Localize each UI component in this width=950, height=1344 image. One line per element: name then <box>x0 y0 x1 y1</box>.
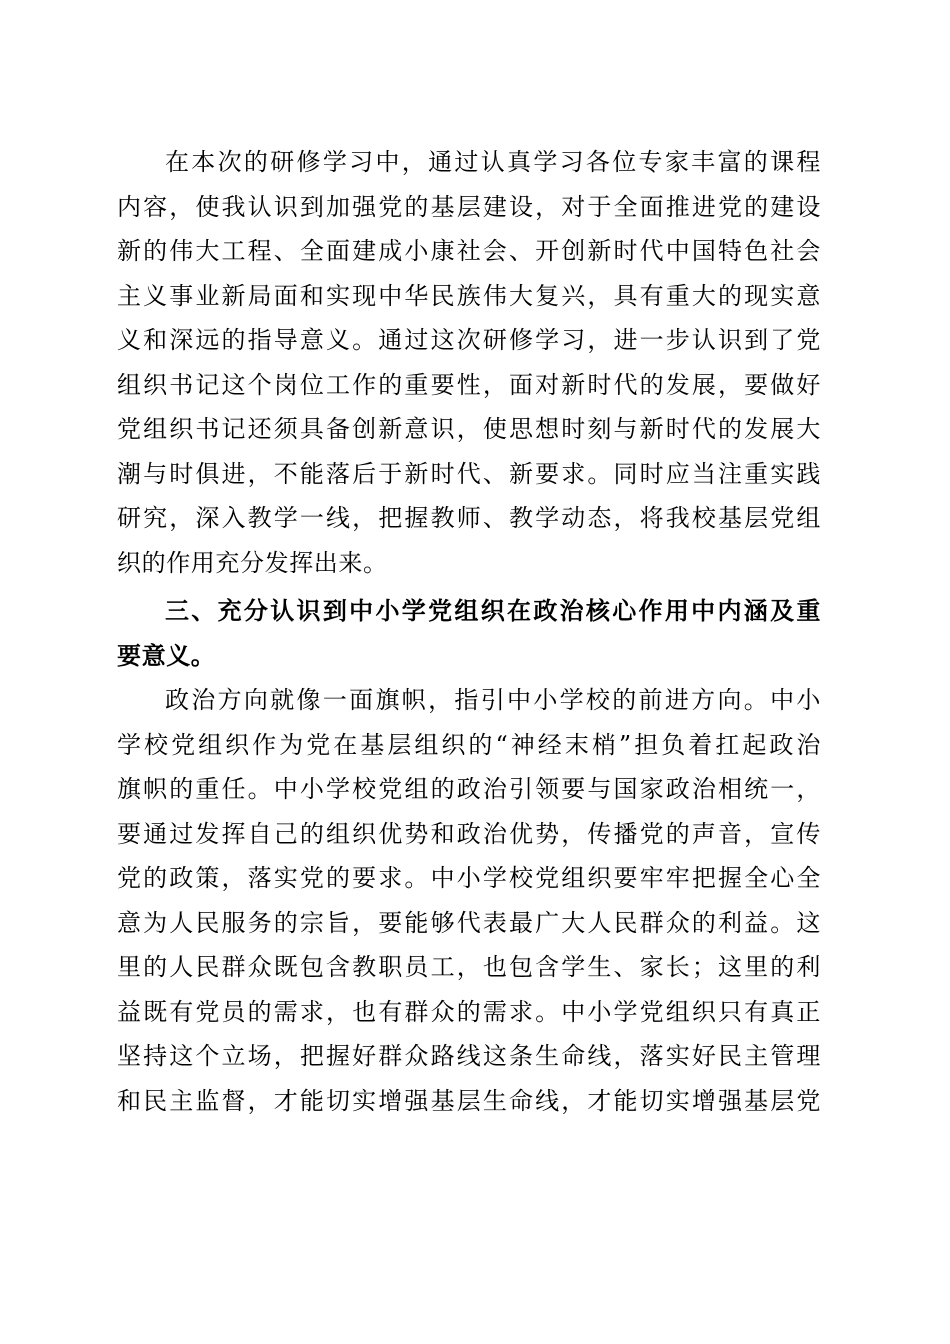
paragraph-line: 主义事业新局面和实现中华民族伟大复兴，具有重大的现实意 <box>117 281 821 310</box>
paragraph-line: 党的政策，落实党的要求。中小学校党组织要牢牢把握全心全 <box>117 864 821 892</box>
paragraph-line: 坚持这个立场，把握好群众路线这条生命线，落实好民主管理 <box>117 1042 821 1070</box>
paragraph-line: 新的伟大工程、全面建成小康社会、开创新时代中国特色社会 <box>117 237 821 265</box>
paragraph-line: 内容，使我认识到加强党的基层建设，对于全面推进党的建设 <box>117 192 821 221</box>
paragraph-line: 研究，深入教学一线，把握教师、教学动态，将我校基层党组 <box>117 504 821 532</box>
paragraph-line: 党组织书记还须具备创新意识，使思想时刻与新时代的发展大 <box>117 415 821 443</box>
paragraph-line: 旗帜的重任。中小学校党组的政治引领要与国家政治相统一， <box>117 775 821 803</box>
paragraph-line: 益既有党员的需求，也有群众的需求。中小学党组织只有真正 <box>117 997 821 1026</box>
paragraph-line: 在本次的研修学习中，通过认真学习各位专家丰富的课程 <box>165 148 821 176</box>
paragraph-1 <box>117 140 821 585</box>
heading-line: 三、充分认识到中小学党组织在政治核心作用中内涵及重 <box>165 597 821 625</box>
paragraph-line: 学校党组织作为党在基层组织的“神经末梢”担负着扛起政治 <box>117 730 821 759</box>
paragraph-2 <box>117 678 821 1123</box>
paragraph-line: 织的作用充分发挥出来。 <box>117 548 388 577</box>
paragraph-line: 和民主监督，才能切实增强基层生命线，才能切实增强基层党 <box>117 1086 821 1115</box>
paragraph-line: 义和深远的指导意义。通过这次研修学习，进一步认识到了党 <box>117 326 821 354</box>
paragraph-line: 里的人民群众既包含教职员工，也包含学生、家长；这里的利 <box>117 953 821 981</box>
paragraph-line: 意为人民服务的宗旨，要能够代表最广大人民群众的利益。这 <box>117 908 821 937</box>
paragraph-line: 组织书记这个岗位工作的重要性，面对新时代的发展，要做好 <box>117 370 821 399</box>
paragraph-line: 政治方向就像一面旗帜，指引中小学校的前进方向。中小 <box>165 686 821 714</box>
section-heading <box>117 589 821 678</box>
paragraph-line: 要通过发挥自己的组织优势和政治优势，传播党的声音，宣传 <box>117 819 821 848</box>
paragraph-line: 潮与时俱进，不能落后于新时代、新要求。同时应当注重实践 <box>117 459 821 488</box>
heading-line: 要意义。 <box>117 641 216 670</box>
